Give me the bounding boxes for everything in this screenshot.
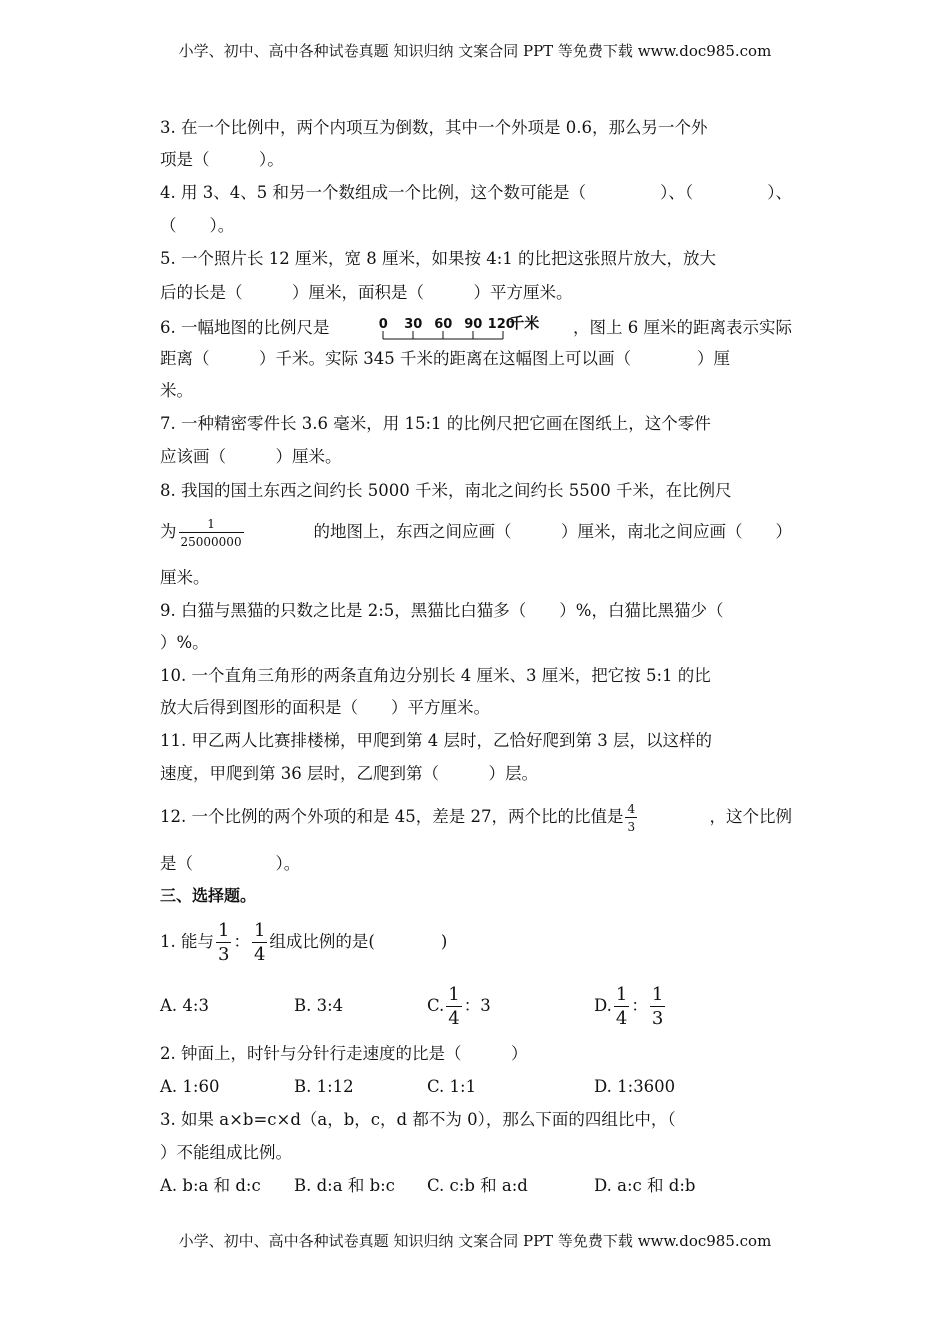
fraction-denominator: 4: [615, 1007, 628, 1029]
scale-fraction: [179, 518, 244, 548]
scale-unit-label: 千米: [509, 314, 540, 332]
choice-q3-stem-line1: 3. 如果 a×b=c×d（a，b，c，d 都不为 0），那么下面的四组比中，（: [160, 1110, 676, 1129]
fill-q4-part2: ）、（: [660, 183, 694, 202]
fill-q7-line2: 应该画（ ）厘米。: [160, 447, 342, 466]
fill-q10-line1: 10. 一个直角三角形的两条直角边分别长 4 厘米、3 厘米，把它按 5:1 的比: [160, 666, 711, 685]
page-header: 小学、初中、高中各种试卷真题 知识归纳 文案合同 PPT 等免费下载 www.doc985.com: [178, 42, 772, 60]
choice-q1-text-b: 组成比例的是( ): [269, 932, 448, 951]
fill-q9-line2: ）%。: [160, 633, 209, 652]
scale-tick-label: 0: [378, 317, 388, 332]
fraction-denominator: 3: [218, 943, 230, 965]
option-label: C.: [427, 996, 445, 1015]
choice-q1-option-b[interactable]: B. 3:4: [294, 996, 344, 1015]
fill-q11-line2: 速度，甲爬到第 36 层时，乙爬到第（ ）层。: [160, 764, 538, 783]
scale-line: [373, 329, 533, 343]
fraction-numerator: 1: [218, 919, 230, 941]
fill-q12-text-a: 12. 一个比例的两个外项的和是 45，差是 27，两个比的比值是: [160, 807, 624, 826]
fill-q5-line1: 5. 一个照片长 12 厘米，宽 8 厘米，如果按 4:1 的比把这张照片放大，放大: [160, 249, 717, 268]
choice-q2-option-c[interactable]: C. 1:1: [427, 1077, 477, 1096]
choice-q1-option-d[interactable]: [594, 982, 667, 1030]
fill-q4-part3: ）、: [767, 183, 792, 202]
fill-q6-text-a: 6. 一幅地图的比例尺是: [160, 318, 330, 337]
choice-q3-option-a[interactable]: A. b:a 和 d:c: [160, 1176, 261, 1195]
fill-q8-line2: [160, 510, 792, 554]
fill-q12-line1: [160, 795, 792, 839]
fraction-numerator: 1: [179, 518, 244, 533]
fraction: [650, 983, 665, 1029]
choice-q2-option-a[interactable]: A. 1:60: [160, 1077, 220, 1096]
fill-q9-line1: 9. 白猫与黑猫的只数之比是 2:5，黑猫比白猫多（ ）%，白猫比黑猫少（: [160, 601, 724, 620]
choice-q3-stem-line2: ）不能组成比例。: [160, 1143, 292, 1162]
fraction: [216, 919, 231, 965]
option-tail: ：3: [463, 996, 491, 1015]
fraction-numerator: 1: [651, 983, 664, 1005]
fill-q6-line3: 米。: [160, 381, 193, 400]
option-label: D.: [594, 996, 612, 1015]
fraction-denominator: 3: [627, 819, 636, 834]
choice-q2-options: [160, 1075, 792, 1099]
fill-q4-line1: [160, 181, 792, 205]
scale-tick-label: 120: [487, 317, 515, 332]
section-title: 三、选择题。: [160, 886, 257, 905]
fill-q4-line2: （ ）。: [160, 216, 235, 235]
scale-tick-label: 60: [434, 317, 453, 332]
fraction-numerator: 1: [615, 983, 628, 1005]
fraction: [614, 983, 629, 1029]
choice-q2-stem: 2. 钟面上，时针与分针行走速度的比是（ ）: [160, 1044, 528, 1063]
choice-q3-option-c[interactable]: C. c:b 和 a:d: [427, 1176, 528, 1195]
fraction: [252, 919, 267, 965]
scale-tick-label: 90: [464, 317, 483, 332]
choice-q1-options: [160, 982, 792, 1030]
fraction-numerator: 4: [627, 801, 636, 816]
fill-q12-text-b: ，这个比例: [709, 807, 792, 826]
fraction-denominator: 4: [448, 1007, 460, 1029]
fill-q8-prefix-group: [160, 510, 246, 554]
choice-q3-option-b[interactable]: B. d:a 和 b:c: [294, 1176, 395, 1195]
choice-q1-option-a[interactable]: A. 4:3: [160, 996, 209, 1015]
fill-q8-text-a: 为: [160, 522, 177, 541]
fill-q10-line2: 放大后得到图形的面积是（ ）平方厘米。: [160, 698, 490, 717]
fraction-denominator: 3: [651, 1007, 664, 1029]
fraction-numerator: 1: [448, 983, 460, 1005]
fill-q5-line2: 后的长是（ ）厘米，面积是（ ）平方厘米。: [160, 283, 573, 302]
fill-q3-line2: 项是（ ）。: [160, 150, 284, 169]
scale-tick-label: 30: [404, 317, 423, 332]
ratio-colon: ：: [631, 996, 648, 1015]
fill-q12-line2: 是（ ）。: [160, 854, 301, 873]
fill-q4-part1: 4. 用 3、4、5 和另一个数组成一个比例，这个数可能是（: [160, 183, 586, 202]
fill-q8-line1: 8. 我国的国土东西之间约长 5000 千米，南北之间约长 5500 千米，在比例尺: [160, 481, 732, 500]
choice-q2-option-b[interactable]: B. 1:12: [294, 1077, 354, 1096]
choice-q3-option-d[interactable]: D. a:c 和 d:b: [594, 1176, 696, 1195]
choice-q1-stem: [160, 918, 447, 966]
fill-q6-line1: [160, 313, 792, 343]
ratio-colon: ：: [233, 932, 250, 951]
fill-q6-line2: 距离（ ）千米。实际 345 千米的距离在这幅图上可以画（ ）厘: [160, 349, 730, 368]
choice-q3-options: [160, 1174, 792, 1198]
fill-q8-text-b: 的地图上，东西之间应画（ ）厘米，南北之间应画（ ）: [313, 522, 792, 541]
fill-q6-text-b: ，图上 6 厘米的距离表示实际: [573, 318, 792, 337]
fill-q12-prefix-group: [160, 795, 639, 839]
fill-q11-line1: 11. 甲乙两人比赛排楼梯，甲爬到第 4 层时，乙恰好爬到第 3 层，以这样的: [160, 731, 712, 750]
fraction-denominator: 25000000: [180, 534, 242, 549]
choice-q2-option-d[interactable]: D. 1:3600: [594, 1077, 676, 1096]
map-scale-bar: [373, 313, 540, 343]
ratio-fraction: [625, 803, 637, 833]
fraction-denominator: 4: [253, 943, 266, 965]
fill-q3-line1: 3. 在一个比例中，两个内项互为倒数，其中一个外项是 0.6，那么另一个外: [160, 118, 708, 137]
fraction: [446, 983, 461, 1029]
fill-q8-line3: 厘米。: [160, 568, 210, 587]
choice-q1-option-c[interactable]: [427, 982, 491, 1030]
choice-q1-text-a: 1. 能与: [160, 932, 214, 951]
fraction-numerator: 1: [253, 919, 266, 941]
page-footer: 小学、初中、高中各种试卷真题 知识归纳 文案合同 PPT 等免费下载 www.doc985.com: [178, 1232, 772, 1250]
fill-q7-line1: 7. 一种精密零件长 3.6 毫米，用 15:1 的比例尺把它画在图纸上，这个零件: [160, 414, 711, 433]
